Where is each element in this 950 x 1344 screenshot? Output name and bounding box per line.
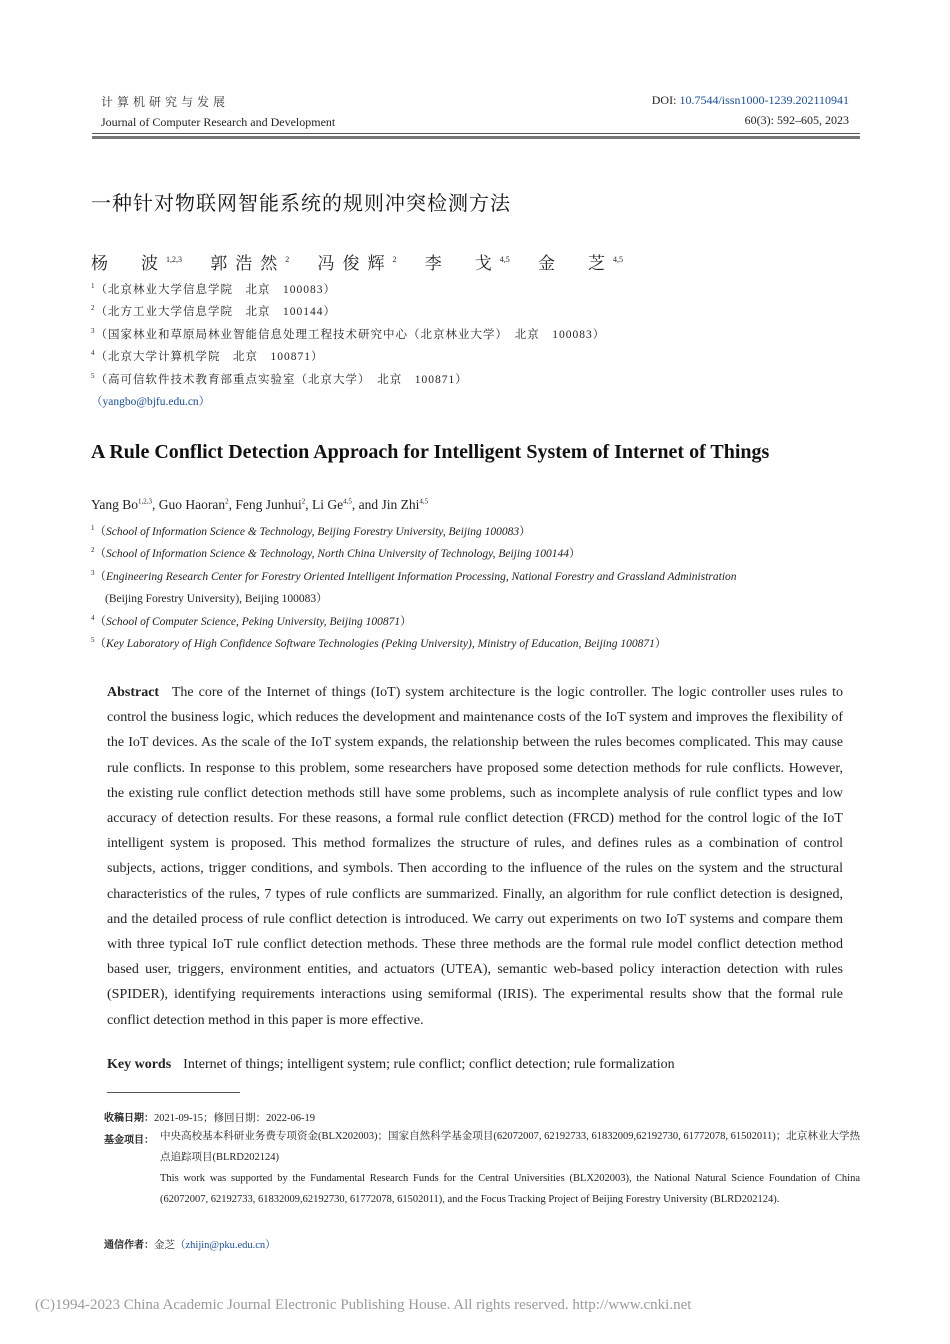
author-sup: 4,5 xyxy=(343,497,352,506)
received-date xyxy=(104,1109,315,1125)
aff-text: Key Laboratory of High Confidence Software Technologies (Peking University), Ministry of Education, Beijing 100871 xyxy=(106,638,655,650)
affiliation-cn xyxy=(91,348,324,364)
aff-sup: 2 xyxy=(91,546,95,555)
affiliation-en-cont: (Beijing Forestry University), Beijing 100083） xyxy=(105,593,328,605)
header-divider-thin xyxy=(92,133,860,134)
corr-label: 通信作者： xyxy=(104,1240,154,1251)
volume-info: 60(3): 592–605, 2023 xyxy=(744,113,849,127)
author-sup: 4,5 xyxy=(419,497,429,506)
fund-en: This work was supported by the Fundamental Research Funds for the Central Universities (BLX202003), the National Natural Science Foundation of China (62072007, 62192733, 61832009,62192730, 61772078, 61502011), and the Focus Tracking Project of Beijing Forestry University (BLRD202124). xyxy=(160,1173,860,1205)
author-cn: 李 戈 xyxy=(424,254,500,273)
aff-sup: 5 xyxy=(91,636,95,645)
header-divider-thick xyxy=(92,136,860,139)
aff-text: （高可信软件技术教育部重点实验室（北京大学） 北京 100871） xyxy=(95,374,468,386)
author-sup: 2 xyxy=(225,497,229,506)
author-sep: , xyxy=(152,497,159,512)
received-text: 2021-09-15；修回日期：2022-06-19 xyxy=(154,1113,315,1124)
affiliation-en: $^5$（Key Laboratory of High Confidence Software Technologies (Peking University), Ministry of Education, Beijing 100871） xyxy=(91,636,667,650)
corr-email[interactable]: （zhijin@pku.edu.cn） xyxy=(175,1240,276,1251)
author-cn: 郭浩然 xyxy=(210,254,286,273)
aff-sup: 4 xyxy=(91,614,95,623)
author-sup: 1,2,3 xyxy=(138,497,153,506)
corr-name: 金芝 xyxy=(154,1240,175,1251)
affiliation-cn xyxy=(91,371,468,387)
fund-cn: 中央高校基本科研业务费专项资金(BLX202003)；国家自然科学基金项目(62072007, 62192733, 61832009,62192730, 61772078, 61502011)；北京林业大学热点追踪项目(BLRD202124) xyxy=(160,1131,860,1163)
author-cn: 金 芝 xyxy=(538,254,613,273)
abstract xyxy=(107,680,843,1033)
affiliation-en: $^2$（School of Information Science & Technology, North China University of Technology, Beijing 100144） xyxy=(91,546,581,560)
fund-label xyxy=(104,1131,154,1146)
aff-text: （国家林业和草原局林业智能信息处理工程技术研究中心（北京林业大学） 北京 100083） xyxy=(95,329,606,341)
footnote-divider xyxy=(107,1092,240,1093)
affiliation-en: $^4$（School of Computer Science, Peking University, Beijing 100871） xyxy=(91,614,412,628)
doi-label: DOI: xyxy=(651,93,680,107)
paper-title-en: A Rule Conflict Detection Approach for Intelligent System of Internet of Things xyxy=(91,441,770,463)
author-cn: 冯俊辉 xyxy=(317,254,393,273)
journal-name-cn: 计算机研究与发展 xyxy=(101,95,230,109)
author-sup: 2 xyxy=(301,497,306,506)
affiliation-cn xyxy=(91,281,336,297)
author-en: Feng Junhui xyxy=(235,497,302,512)
author-en: Li Ge xyxy=(312,497,344,512)
aff-sup: 3 xyxy=(91,327,96,336)
aff-text: School of Information Science & Technology, Beijing Forestry University, Beijing 100083 xyxy=(106,526,520,538)
affiliation-en: $^3$（Engineering Research Center for Forestry Oriented Intelligent Information Processing, National Forestry and Grassland Administration xyxy=(91,569,737,583)
aff-text: School of Computer Science, Peking University, Beijing 100871 xyxy=(106,616,401,628)
aff-text: Engineering Research Center for Forestry Oriented Intelligent Information Processing, National Forestry and Grassland Administration xyxy=(106,571,737,583)
cnki-watermark: (C)1994-2023 China Academic Journal Electronic Publishing House. All rights reserved. http://www.cnki.net xyxy=(35,1297,692,1313)
aff-text: （北方工业大学信息学院 北京 100144） xyxy=(95,306,336,318)
author-en: Guo Haoran xyxy=(158,497,226,512)
affiliation-cn xyxy=(91,326,605,342)
paper-title-cn: 一种针对物联网智能系统的规则冲突检测方法 xyxy=(91,191,511,215)
journal-name-en: Journal of Computer Research and Development xyxy=(101,115,336,129)
affiliation-cn xyxy=(91,303,336,319)
authors-en xyxy=(91,497,428,513)
abstract-label: Abstract xyxy=(107,685,160,700)
keywords-text: Internet of things; intelligent system; rule conflict; conflict detection; rule formalization xyxy=(183,1057,675,1072)
corresponding-author xyxy=(104,1236,276,1252)
authors-cn xyxy=(91,249,639,274)
abstract-text: The core of the Internet of things (IoT) system architecture is the logic controller. The logic controller uses rules to control the business logic, which reduces the development and maintenance costs of the IoT system and improves the flexibility of the IoT devices. As the scale of the IoT system expands, the relationship between the rules becomes complicated. This may cause rule conflicts. In response to this problem, some researchers have proposed some detection methods for rule conflicts. However, the existing rule conflict detection methods still have some problems, such as incomplete analysis of rule conflict types and low accuracy of detection results. For these reasons, a formal rule conflict detection (FRCD) method for the control logic of the IoT intelligent system is proposed. This method formalizes the structure of rules, and defines rules as a combination of control subjects, actions, trigger conditions, and symbols. Then according to the influence of the rules on the system and the structural characteristics of the rules, 7 types of rule conflicts are summarized. Finally, an algorithm for rule conflict detection is designed, and the detailed process of rule conflict detection is introduced. We carry out experiments on two IoT systems and compare them with three typical IoT rule conflict detection methods. These three methods are the formal rule model conflict detection method based user, triggers, environment entities, and actuators (UTEA), semantic web-based policy interaction detection with rules (SPIDER), identifying requirements interactions using semiformal (IRIS). The experimental results show that the formal rule conflict detection method in this paper is more effective. xyxy=(107,685,843,1028)
author-sep: , xyxy=(228,497,236,512)
aff-sup: 3 xyxy=(91,569,95,578)
author-sup: 2 xyxy=(392,255,397,265)
author-en: Jin Zhi xyxy=(381,497,420,512)
aff-sup: 1 xyxy=(91,282,96,291)
aff-sup: 4 xyxy=(91,349,96,358)
author-sep: , and xyxy=(351,497,382,512)
keywords-label: Key words xyxy=(107,1057,172,1072)
keywords xyxy=(107,1057,675,1073)
author-en: Yang Bo xyxy=(91,497,139,512)
aff-text: （北京林业大学信息学院 北京 100083） xyxy=(95,284,336,296)
aff-sup: 2 xyxy=(91,304,96,313)
author-sup: 1,2,3 xyxy=(166,255,182,265)
author-cn: 杨 波 xyxy=(91,254,166,273)
fund-label-text: 基金项目： xyxy=(104,1135,154,1146)
received-label: 收稿日期： xyxy=(104,1113,154,1124)
aff-sup: 5 xyxy=(91,372,96,381)
aff-sup: 1 xyxy=(91,524,95,533)
contact-email[interactable]: （yangbo@bjfu.edu.cn） xyxy=(91,396,211,408)
author-sup: 4,5 xyxy=(499,255,510,265)
affiliation-en: $^1$（School of Information Science & Technology, Beijing Forestry University, Beijing 100083） xyxy=(91,524,531,538)
author-sup: 4,5 xyxy=(613,255,623,265)
aff-text: （北京大学计算机学院 北京 100871） xyxy=(95,351,324,363)
doi xyxy=(652,93,849,108)
author-sep: , xyxy=(305,497,313,512)
doi-link[interactable]: 10.7544/issn1000-1239.202110941 xyxy=(679,93,849,107)
author-sup: 2 xyxy=(285,255,290,265)
aff-text: School of Information Science & Technology, North China University of Technology, Beijing 100144 xyxy=(106,548,569,560)
